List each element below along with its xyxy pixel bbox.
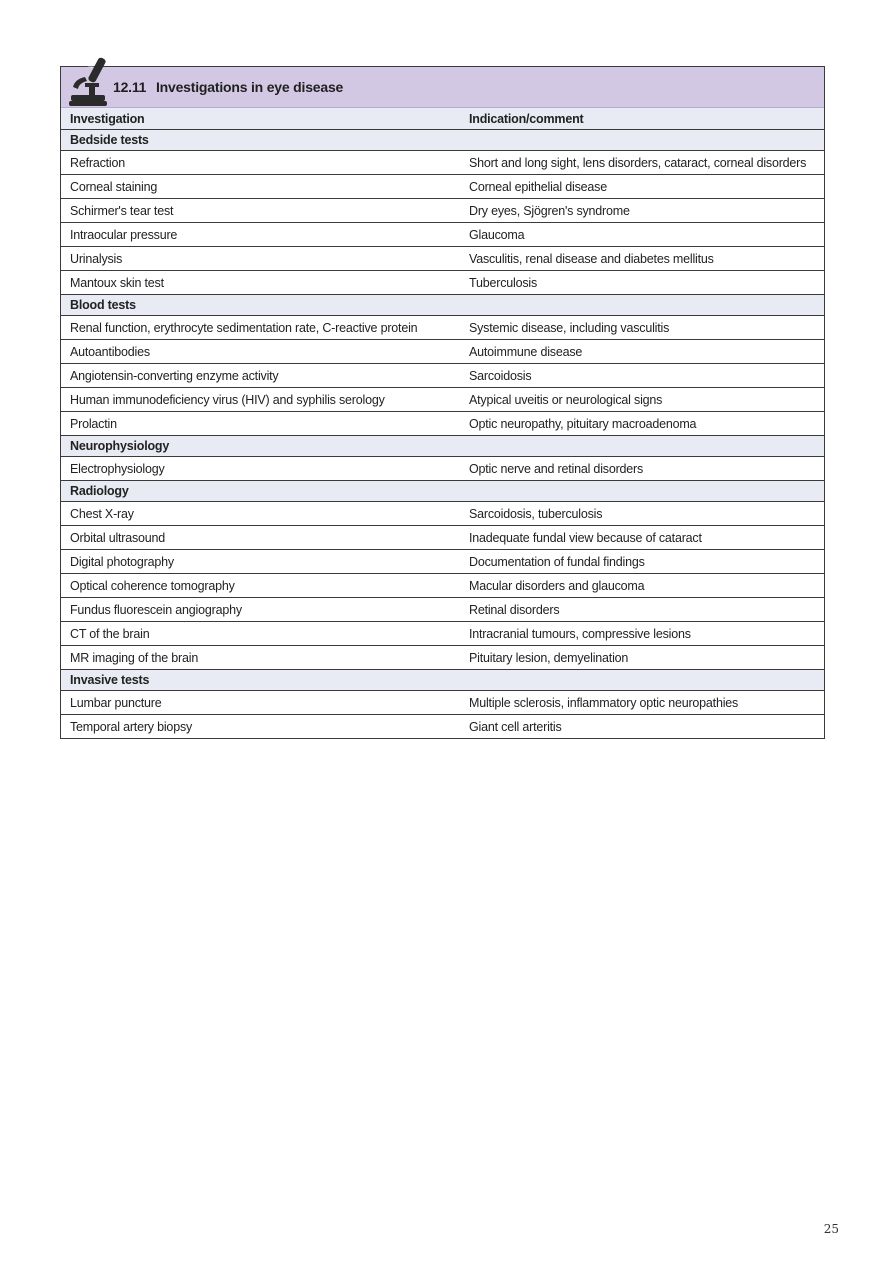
section-header-row <box>61 130 824 151</box>
investigation-cell: CT of the brain <box>61 622 460 646</box>
investigation-cell: Angiotensin-converting enzyme activity <box>61 364 460 388</box>
section-title: Blood tests <box>61 295 824 316</box>
section-header-row <box>61 295 824 316</box>
comment-cell: Dry eyes, Sjögren's syndrome <box>460 199 824 223</box>
investigation-cell: Digital photography <box>61 550 460 574</box>
microscope-icon <box>67 57 107 107</box>
table-title-bar <box>61 67 824 108</box>
table-row <box>61 646 824 670</box>
investigation-cell: Electrophysiology <box>61 457 460 481</box>
investigation-cell: Optical coherence tomography <box>61 574 460 598</box>
table-row <box>61 316 824 340</box>
investigation-cell: Schirmer's tear test <box>61 199 460 223</box>
table-row <box>61 364 824 388</box>
comment-cell: Sarcoidosis <box>460 364 824 388</box>
investigation-cell: Fundus fluorescein angiography <box>61 598 460 622</box>
comment-cell: Autoimmune disease <box>460 340 824 364</box>
investigation-cell: Lumbar puncture <box>61 691 460 715</box>
investigation-cell: Corneal staining <box>61 175 460 199</box>
table-row <box>61 412 824 436</box>
comment-cell: Tuberculosis <box>460 271 824 295</box>
column-header-comment: Indication/comment <box>460 108 824 130</box>
table-row <box>61 151 824 175</box>
section-header-row <box>61 436 824 457</box>
table-title-label: Investigations in eye disease <box>155 79 344 95</box>
investigation-cell: Prolactin <box>61 412 460 436</box>
comment-cell: Inadequate fundal view because of cataract <box>460 526 824 550</box>
investigation-cell: Urinalysis <box>61 247 460 271</box>
table-row <box>61 622 824 646</box>
comment-cell: Systemic disease, including vasculitis <box>460 316 824 340</box>
table-row <box>61 691 824 715</box>
comment-cell: Short and long sight, lens disorders, cataract, corneal disorders <box>460 151 824 175</box>
table-row <box>61 175 824 199</box>
comment-cell: Intracranial tumours, compressive lesions <box>460 622 824 646</box>
comment-cell: Sarcoidosis, tuberculosis <box>460 502 824 526</box>
table-title <box>113 79 343 95</box>
investigation-cell: Human immunodeficiency virus (HIV) and syphilis serology <box>61 388 460 412</box>
section-title: Bedside tests <box>61 130 824 151</box>
comment-cell: Macular disorders and glaucoma <box>460 574 824 598</box>
section-title: Radiology <box>61 481 824 502</box>
comment-cell: Retinal disorders <box>460 598 824 622</box>
table-row <box>61 526 824 550</box>
comment-cell: Glaucoma <box>460 223 824 247</box>
section-title: Neurophysiology <box>61 436 824 457</box>
comment-cell: Giant cell arteritis <box>469 719 562 734</box>
table-row <box>61 388 824 412</box>
comment-cell: Atypical uveitis or neurological signs <box>460 388 824 412</box>
section-title: Invasive tests <box>61 670 824 691</box>
comment-cell: Pituitary lesion, demyelination <box>460 646 824 670</box>
section-header-row <box>61 670 824 691</box>
investigations-table-box <box>60 66 825 739</box>
table-row <box>61 247 824 271</box>
comment-cell: Optic neuropathy, pituitary macroadenoma <box>460 412 824 436</box>
table-header-row <box>61 108 824 130</box>
table-row <box>61 574 824 598</box>
table-row <box>61 457 824 481</box>
table-row <box>61 199 824 223</box>
investigation-cell: Orbital ultrasound <box>61 526 460 550</box>
table-row <box>61 271 824 295</box>
investigation-cell: Chest X-ray <box>61 502 460 526</box>
section-header-row <box>61 481 824 502</box>
investigation-cell: Temporal artery biopsy <box>70 719 193 734</box>
investigation-cell: Mantoux skin test <box>61 271 460 295</box>
column-header-investigation: Investigation <box>61 108 460 130</box>
investigation-cell: Renal function, erythrocyte sedimentation rate, C-reactive protein <box>61 316 460 340</box>
investigation-cell: Refraction <box>61 151 460 175</box>
investigation-cell: Autoantibodies <box>61 340 460 364</box>
comment-cell: Documentation of fundal findings <box>460 550 824 574</box>
table-row <box>61 598 824 622</box>
table-row <box>61 223 824 247</box>
investigation-cell: MR imaging of the brain <box>61 646 460 670</box>
table-row <box>61 340 824 364</box>
comment-cell: Corneal epithelial disease <box>460 175 824 199</box>
table-row <box>61 715 824 739</box>
table-row <box>61 550 824 574</box>
comment-cell: Multiple sclerosis, inflammatory optic neuropathies <box>460 691 824 715</box>
comment-cell: Vasculitis, renal disease and diabetes mellitus <box>460 247 824 271</box>
table-number: 12.11 <box>113 79 147 95</box>
investigation-cell: Intraocular pressure <box>61 223 460 247</box>
investigations-table <box>61 108 824 738</box>
comment-cell: Optic nerve and retinal disorders <box>460 457 824 481</box>
page-number: 25 <box>823 1222 839 1236</box>
table-row <box>61 502 824 526</box>
